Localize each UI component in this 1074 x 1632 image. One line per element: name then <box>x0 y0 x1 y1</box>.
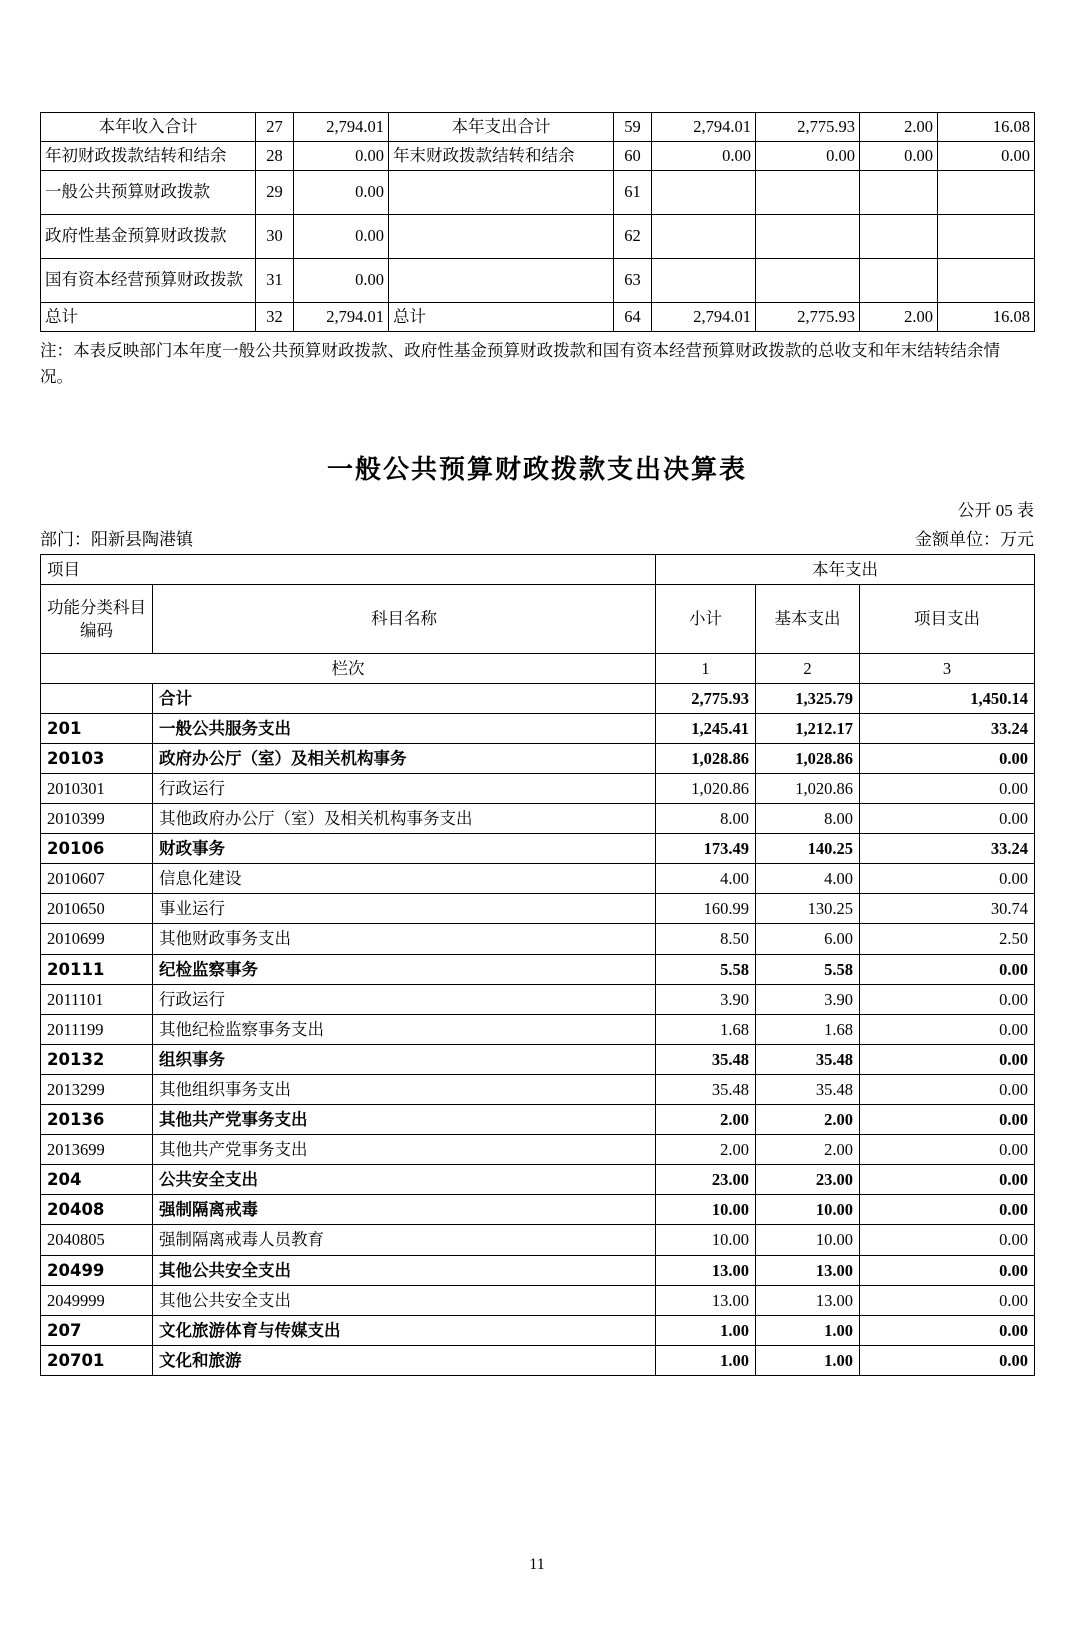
cell-func-code <box>41 683 153 713</box>
cell-subject-name: 其他纪检监察事务支出 <box>153 1014 656 1044</box>
cell-project-expenditure: 0.00 <box>860 743 1035 773</box>
amount-unit-label: 金额单位：万元 <box>915 529 1034 549</box>
row-left-value: 2,794.01 <box>294 302 389 331</box>
cell-basic-expenditure: 140.25 <box>756 834 860 864</box>
cell-basic-expenditure: 8.00 <box>756 804 860 834</box>
row-right-label <box>389 170 614 214</box>
row-left-value: 2,794.01 <box>294 113 389 142</box>
row-left-value: 0.00 <box>294 214 389 258</box>
row-value-1 <box>652 170 756 214</box>
row-value-3 <box>860 170 938 214</box>
cell-subtotal: 160.99 <box>656 894 756 924</box>
table-header-row-2 <box>41 584 1035 653</box>
cell-func-code: 20106 <box>41 834 153 864</box>
cell-subtotal: 8.50 <box>656 924 756 954</box>
row-value-4: 16.08 <box>938 113 1035 142</box>
cell-project-expenditure: 30.74 <box>860 894 1035 924</box>
row-right-label <box>389 214 614 258</box>
cell-subtotal: 2.00 <box>656 1105 756 1135</box>
cell-subject-name: 强制隔离戒毒 <box>153 1195 656 1225</box>
cell-subject-name: 其他政府办公厅（室）及相关机构事务支出 <box>153 804 656 834</box>
cell-basic-expenditure: 6.00 <box>756 924 860 954</box>
table-note: 注：本表反映部门本年度一般公共预算财政拨款、政府性基金预算财政拨款和国有资本经营预算财政拨款的总收支和年末结转结余情况。 <box>40 340 1000 387</box>
table-row <box>41 1195 1035 1225</box>
cell-subtotal: 3.90 <box>656 984 756 1014</box>
cell-subject-name: 行政运行 <box>153 984 656 1014</box>
cell-subject-name: 组织事务 <box>153 1044 656 1074</box>
row-left-label: 一般公共预算财政拨款 <box>41 170 256 214</box>
cell-subject-name: 公共安全支出 <box>153 1165 656 1195</box>
table-row <box>41 894 1035 924</box>
table-row <box>41 1345 1035 1375</box>
row-value-2 <box>756 214 860 258</box>
row-left-no: 29 <box>256 170 294 214</box>
row-right-no: 62 <box>614 214 652 258</box>
cell-basic-expenditure: 1.00 <box>756 1345 860 1375</box>
cell-basic-expenditure: 10.00 <box>756 1195 860 1225</box>
header-basic-expenditure: 基本支出 <box>756 584 860 653</box>
financial-allocation-summary-table <box>40 112 1035 332</box>
header-subtotal: 小计 <box>656 584 756 653</box>
row-value-2: 2,775.93 <box>756 302 860 331</box>
cell-func-code: 204 <box>41 1165 153 1195</box>
cell-basic-expenditure: 2.00 <box>756 1105 860 1135</box>
page-number: 11 <box>529 1556 545 1573</box>
cell-basic-expenditure: 1,028.86 <box>756 743 860 773</box>
table-row <box>41 141 1035 170</box>
row-left-no: 27 <box>256 113 294 142</box>
row-value-3 <box>860 214 938 258</box>
header-current-year-expenditure: 本年支出 <box>656 554 1035 584</box>
row-left-label: 本年收入合计 <box>41 113 256 142</box>
cell-func-code: 2040805 <box>41 1225 153 1255</box>
cell-project-expenditure: 0.00 <box>860 984 1035 1014</box>
header-col-1: 1 <box>656 653 756 683</box>
cell-project-expenditure: 0.00 <box>860 1135 1035 1165</box>
row-value-3: 2.00 <box>860 113 938 142</box>
cell-subtotal: 8.00 <box>656 804 756 834</box>
cell-basic-expenditure: 1,212.17 <box>756 713 860 743</box>
cell-basic-expenditure: 1,020.86 <box>756 774 860 804</box>
row-left-value: 0.00 <box>294 258 389 302</box>
cell-project-expenditure: 33.24 <box>860 834 1035 864</box>
cell-basic-expenditure: 2.00 <box>756 1135 860 1165</box>
row-left-no: 32 <box>256 302 294 331</box>
cell-subtotal: 1,245.41 <box>656 713 756 743</box>
cell-func-code: 2013699 <box>41 1135 153 1165</box>
table-row <box>41 1105 1035 1135</box>
document-page <box>0 112 1074 1632</box>
cell-project-expenditure: 0.00 <box>860 1195 1035 1225</box>
row-value-3: 2.00 <box>860 302 938 331</box>
header-col-2: 2 <box>756 653 860 683</box>
row-value-4 <box>938 214 1035 258</box>
form-number: 公开 05 表 <box>957 500 1034 520</box>
cell-func-code: 2010607 <box>41 864 153 894</box>
cell-project-expenditure: 33.24 <box>860 713 1035 743</box>
table-row <box>41 113 1035 142</box>
cell-subtotal: 35.48 <box>656 1074 756 1104</box>
row-value-2: 2,775.93 <box>756 113 860 142</box>
row-right-label <box>389 258 614 302</box>
cell-project-expenditure: 0.00 <box>860 1165 1035 1195</box>
table-row <box>41 1135 1035 1165</box>
table-row <box>41 713 1035 743</box>
cell-project-expenditure: 0.00 <box>860 1225 1035 1255</box>
cell-subtotal: 1.68 <box>656 1014 756 1044</box>
row-left-label: 年初财政拨款结转和结余 <box>41 141 256 170</box>
cell-func-code: 20701 <box>41 1345 153 1375</box>
header-col-3: 3 <box>860 653 1035 683</box>
row-value-1: 0.00 <box>652 141 756 170</box>
table-row <box>41 683 1035 713</box>
cell-func-code: 2011101 <box>41 984 153 1014</box>
cell-basic-expenditure: 1.00 <box>756 1315 860 1345</box>
cell-subtotal: 2,775.93 <box>656 683 756 713</box>
row-right-label: 总计 <box>389 302 614 331</box>
row-value-4: 16.08 <box>938 302 1035 331</box>
cell-func-code: 201 <box>41 713 153 743</box>
table-row <box>41 774 1035 804</box>
header-column-row-label: 栏次 <box>41 653 656 683</box>
cell-func-code: 20132 <box>41 1044 153 1074</box>
table-row <box>41 1165 1035 1195</box>
cell-subject-name: 其他公共安全支出 <box>153 1255 656 1285</box>
page-title: 一般公共预算财政拨款支出决算表 <box>326 454 747 485</box>
cell-func-code: 2010399 <box>41 804 153 834</box>
cell-subtotal: 13.00 <box>656 1285 756 1315</box>
row-value-1 <box>652 214 756 258</box>
cell-project-expenditure: 0.00 <box>860 1285 1035 1315</box>
row-left-label: 总计 <box>41 302 256 331</box>
row-value-2 <box>756 170 860 214</box>
cell-func-code: 2049999 <box>41 1285 153 1315</box>
cell-func-code: 2013299 <box>41 1074 153 1104</box>
cell-project-expenditure: 0.00 <box>860 954 1035 984</box>
row-right-label: 本年支出合计 <box>389 113 614 142</box>
cell-subject-name: 其他财政事务支出 <box>153 924 656 954</box>
cell-basic-expenditure: 35.48 <box>756 1074 860 1104</box>
cell-func-code: 2011199 <box>41 1014 153 1044</box>
row-value-2 <box>756 258 860 302</box>
cell-basic-expenditure: 10.00 <box>756 1225 860 1255</box>
row-value-1: 2,794.01 <box>652 302 756 331</box>
cell-basic-expenditure: 13.00 <box>756 1285 860 1315</box>
table-row <box>41 954 1035 984</box>
cell-project-expenditure: 0.00 <box>860 1044 1035 1074</box>
cell-subject-name: 财政事务 <box>153 834 656 864</box>
row-left-value: 0.00 <box>294 141 389 170</box>
cell-subject-name: 政府办公厅（室）及相关机构事务 <box>153 743 656 773</box>
row-value-4: 0.00 <box>938 141 1035 170</box>
table-row <box>41 258 1035 302</box>
cell-project-expenditure: 0.00 <box>860 804 1035 834</box>
cell-subject-name: 事业运行 <box>153 894 656 924</box>
cell-subtotal: 13.00 <box>656 1255 756 1285</box>
cell-basic-expenditure: 13.00 <box>756 1255 860 1285</box>
cell-subtotal: 5.58 <box>656 954 756 984</box>
cell-subject-name: 一般公共服务支出 <box>153 713 656 743</box>
table-row <box>41 864 1035 894</box>
table-row <box>41 1044 1035 1074</box>
cell-project-expenditure: 0.00 <box>860 864 1035 894</box>
cell-func-code: 20103 <box>41 743 153 773</box>
cell-subject-name: 文化和旅游 <box>153 1345 656 1375</box>
row-left-value: 0.00 <box>294 170 389 214</box>
table-row <box>41 984 1035 1014</box>
cell-subtotal: 173.49 <box>656 834 756 864</box>
cell-func-code: 2010699 <box>41 924 153 954</box>
row-value-1: 2,794.01 <box>652 113 756 142</box>
cell-func-code: 20408 <box>41 1195 153 1225</box>
cell-subject-name: 其他组织事务支出 <box>153 1074 656 1104</box>
row-left-no: 31 <box>256 258 294 302</box>
table-row <box>41 834 1035 864</box>
general-public-budget-expenditure-table <box>40 554 1035 1376</box>
cell-subtotal: 10.00 <box>656 1225 756 1255</box>
cell-basic-expenditure: 3.90 <box>756 984 860 1014</box>
row-left-label: 国有资本经营预算财政拨款 <box>41 258 256 302</box>
cell-func-code: 2010301 <box>41 774 153 804</box>
cell-basic-expenditure: 1,325.79 <box>756 683 860 713</box>
row-right-label: 年末财政拨款结转和结余 <box>389 141 614 170</box>
row-left-no: 28 <box>256 141 294 170</box>
table-row <box>41 1255 1035 1285</box>
row-left-label: 政府性基金预算财政拨款 <box>41 214 256 258</box>
table-row <box>41 1014 1035 1044</box>
cell-subtotal: 2.00 <box>656 1135 756 1165</box>
cell-basic-expenditure: 1.68 <box>756 1014 860 1044</box>
header-project-expenditure: 项目支出 <box>860 584 1035 653</box>
table-header-row-1 <box>41 554 1035 584</box>
table-row <box>41 1074 1035 1104</box>
cell-subtotal: 1.00 <box>656 1345 756 1375</box>
table-row <box>41 743 1035 773</box>
cell-subject-name: 纪检监察事务 <box>153 954 656 984</box>
cell-project-expenditure: 0.00 <box>860 1255 1035 1285</box>
row-value-1 <box>652 258 756 302</box>
header-project: 项目 <box>41 554 656 584</box>
table-meta-row <box>40 525 1034 550</box>
cell-subject-name: 行政运行 <box>153 774 656 804</box>
row-right-no: 64 <box>614 302 652 331</box>
cell-project-expenditure: 0.00 <box>860 1074 1035 1104</box>
cell-func-code: 2010650 <box>41 894 153 924</box>
cell-subtotal: 1,028.86 <box>656 743 756 773</box>
row-value-2: 0.00 <box>756 141 860 170</box>
cell-basic-expenditure: 4.00 <box>756 864 860 894</box>
table-row <box>41 214 1035 258</box>
row-value-3: 0.00 <box>860 141 938 170</box>
cell-project-expenditure: 0.00 <box>860 1014 1035 1044</box>
table-row <box>41 170 1035 214</box>
cell-project-expenditure: 2.50 <box>860 924 1035 954</box>
cell-subject-name: 文化旅游体育与传媒支出 <box>153 1315 656 1345</box>
row-right-no: 61 <box>614 170 652 214</box>
cell-subject-name: 其他共产党事务支出 <box>153 1105 656 1135</box>
cell-func-code: 207 <box>41 1315 153 1345</box>
table-row <box>41 1315 1035 1345</box>
row-right-no: 59 <box>614 113 652 142</box>
cell-basic-expenditure: 23.00 <box>756 1165 860 1195</box>
cell-subtotal: 1,020.86 <box>656 774 756 804</box>
table-row <box>41 1285 1035 1315</box>
row-right-no: 63 <box>614 258 652 302</box>
cell-basic-expenditure: 35.48 <box>756 1044 860 1074</box>
cell-func-code: 20136 <box>41 1105 153 1135</box>
cell-subject-name: 合计 <box>153 683 656 713</box>
table-header-row-3 <box>41 653 1035 683</box>
cell-project-expenditure: 0.00 <box>860 1345 1035 1375</box>
cell-subject-name: 强制隔离戒毒人员教育 <box>153 1225 656 1255</box>
cell-project-expenditure: 0.00 <box>860 1105 1035 1135</box>
cell-project-expenditure: 0.00 <box>860 1315 1035 1345</box>
department-label: 部门：阳新县陶港镇 <box>40 529 193 549</box>
cell-subtotal: 1.00 <box>656 1315 756 1345</box>
cell-basic-expenditure: 130.25 <box>756 894 860 924</box>
cell-project-expenditure: 1,450.14 <box>860 683 1035 713</box>
row-value-3 <box>860 258 938 302</box>
table-row <box>41 1225 1035 1255</box>
row-value-4 <box>938 170 1035 214</box>
table-row <box>41 924 1035 954</box>
cell-basic-expenditure: 5.58 <box>756 954 860 984</box>
cell-subtotal: 10.00 <box>656 1195 756 1225</box>
table-row <box>41 804 1035 834</box>
cell-subject-name: 其他公共安全支出 <box>153 1285 656 1315</box>
cell-subject-name: 其他共产党事务支出 <box>153 1135 656 1165</box>
cell-subtotal: 23.00 <box>656 1165 756 1195</box>
cell-func-code: 20499 <box>41 1255 153 1285</box>
table-row <box>41 302 1035 331</box>
row-value-4 <box>938 258 1035 302</box>
row-left-no: 30 <box>256 214 294 258</box>
header-subject-name: 科目名称 <box>153 584 656 653</box>
cell-func-code: 20111 <box>41 954 153 984</box>
row-right-no: 60 <box>614 141 652 170</box>
cell-subtotal: 4.00 <box>656 864 756 894</box>
cell-project-expenditure: 0.00 <box>860 774 1035 804</box>
cell-subtotal: 35.48 <box>656 1044 756 1074</box>
cell-subject-name: 信息化建设 <box>153 864 656 894</box>
header-func-code: 功能分类科目编码 <box>41 584 153 653</box>
